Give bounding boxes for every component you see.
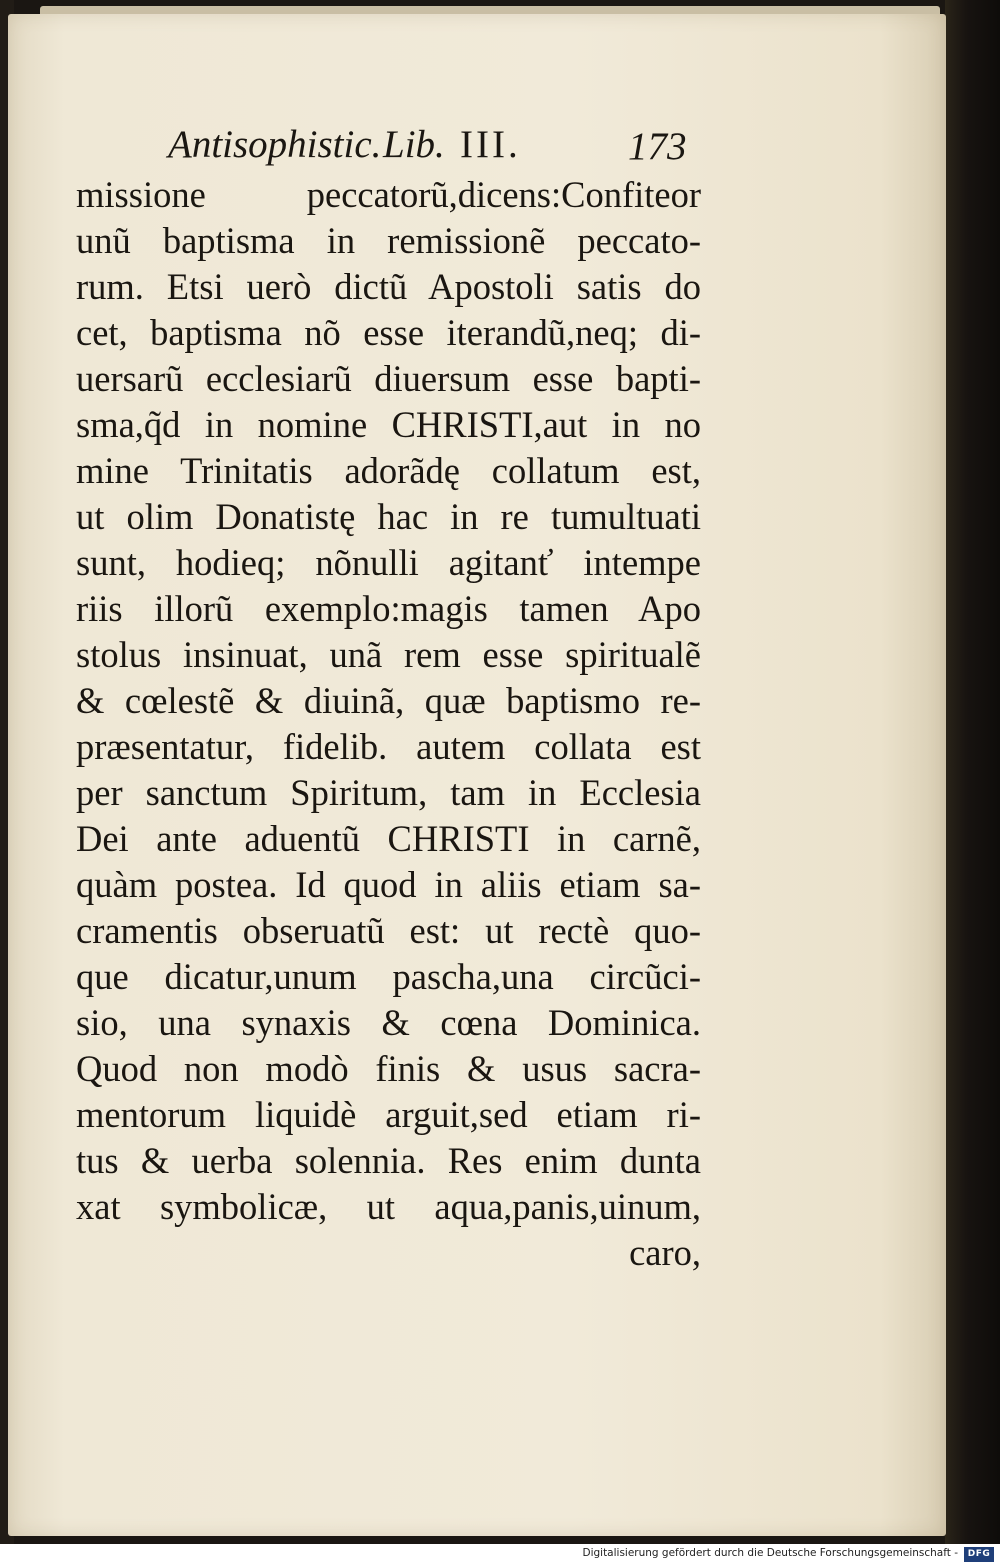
footer-credit: Digitalisierung gefördert durch die Deutsche Forschungsgemeinschaft - bbox=[582, 1547, 958, 1559]
text-line: Quod non modò finis & usus sacra- bbox=[76, 1048, 701, 1089]
text-line: missione peccatorũ,dicens:Confiteor bbox=[76, 174, 701, 215]
text-line: per sanctum Spiritum, tam in Ecclesia bbox=[76, 772, 701, 813]
text-line: xat symbolicæ, ut aqua,panis,uinum, bbox=[76, 1186, 701, 1227]
footer-bar bbox=[0, 1544, 1000, 1566]
text-line: sma,q̃d in nomine CHRISTI,aut in no bbox=[76, 404, 701, 445]
text-line: cet, baptisma nõ esse iterandũ,neq; di- bbox=[76, 312, 701, 353]
running-head bbox=[168, 116, 698, 176]
text-line: Dei ante aduentũ CHRISTI in carnẽ, bbox=[76, 818, 701, 859]
running-head-book-number: III. bbox=[460, 123, 521, 166]
text-line: & cœlestẽ & diuinã, quæ baptismo re- bbox=[76, 680, 701, 721]
running-head-book: Lib. bbox=[383, 123, 445, 166]
text-line: stolus insinuat, unã rem esse spiritualẽ bbox=[76, 634, 701, 675]
body-text bbox=[76, 172, 701, 1276]
text-line: unũ baptisma in remissionẽ peccato- bbox=[76, 220, 701, 261]
text-line: que dicatur,unum pascha,una circũci- bbox=[76, 956, 701, 997]
text-line: mine Trinitatis adorãdę collatum est, bbox=[76, 450, 701, 491]
text-line: cramentis obseruatũ est: ut rectè quo- bbox=[76, 910, 701, 951]
catchword: caro, bbox=[629, 1232, 701, 1273]
text-line: riis illorũ exemplo:magis tamen Apo bbox=[76, 588, 701, 629]
text-line: rum. Etsi uerò dictũ Apostoli satis do bbox=[76, 266, 701, 307]
text-line: ut olim Donatistę hac in re tumultuati bbox=[76, 496, 701, 537]
text-line: præsentatur, fidelib. autem collata est bbox=[76, 726, 701, 767]
text-line: mentorum liquidè arguit,sed etiam ri- bbox=[76, 1094, 701, 1135]
running-head-title: Antisophistic. bbox=[168, 123, 382, 166]
text-line: uersarũ ecclesiarũ diuersum esse bapti- bbox=[76, 358, 701, 399]
page-edge bbox=[40, 6, 940, 14]
text-line: tus & uerba solennia. Res enim dunta bbox=[76, 1140, 701, 1181]
text-line: quàm postea. Id quod in aliis etiam sa- bbox=[76, 864, 701, 905]
text-line: sio, una synaxis & cœna Dominica. bbox=[76, 1002, 701, 1043]
scan-background-right bbox=[945, 0, 1000, 1566]
page-number: 173 bbox=[628, 125, 687, 168]
dfg-logo: DFG bbox=[964, 1547, 994, 1562]
book-page bbox=[8, 14, 946, 1536]
text-line: sunt, hodieq; nõnulli agitanť intempe bbox=[76, 542, 701, 583]
